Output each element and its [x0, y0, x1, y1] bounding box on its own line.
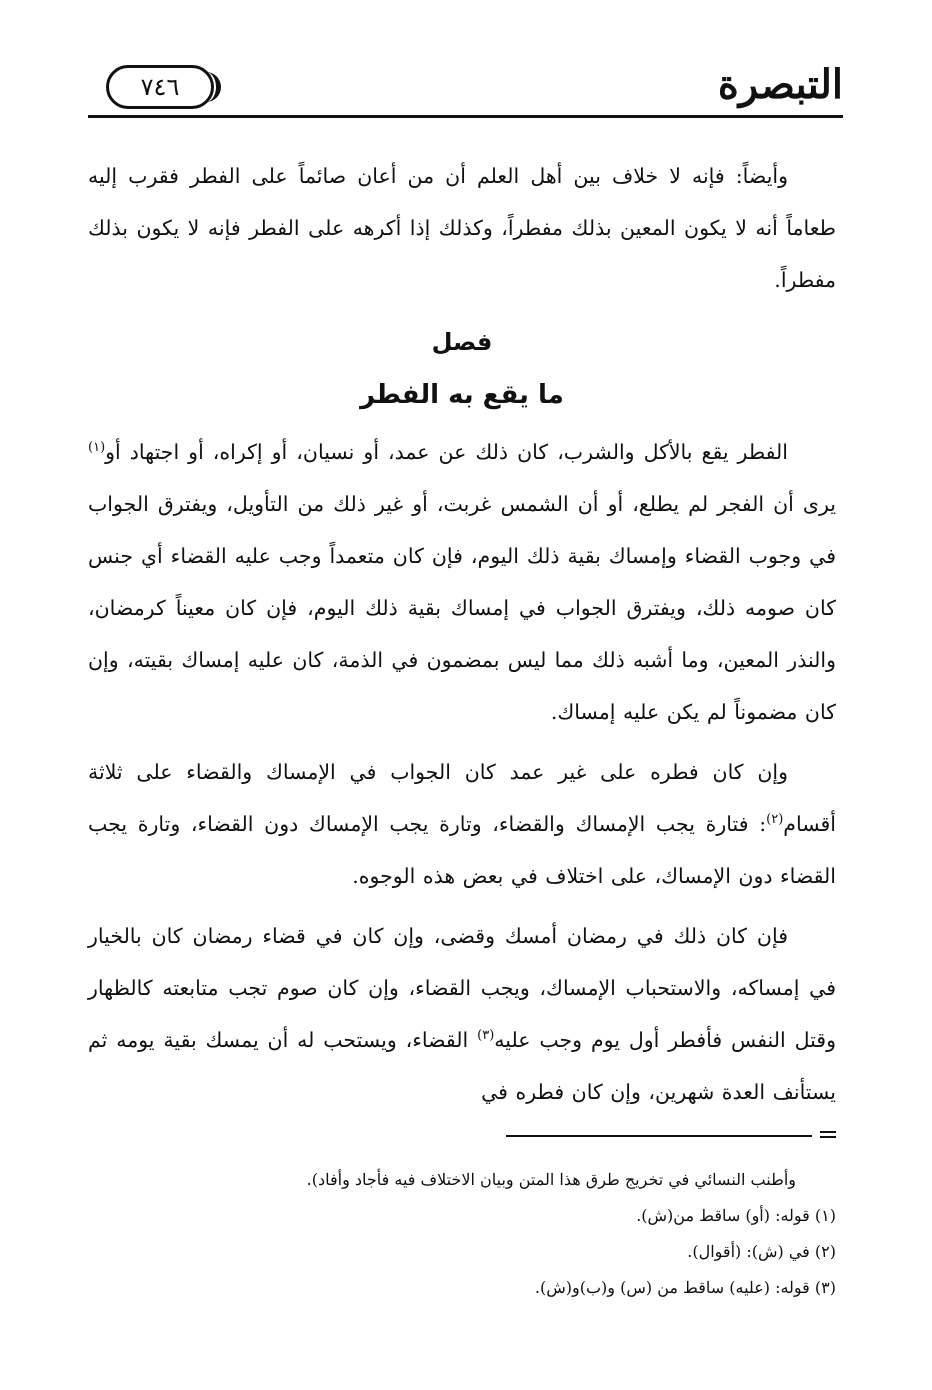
footnote-2: (٢) في (ش): (أقوال).	[687, 1242, 836, 1261]
footnotes	[200, 1162, 836, 1306]
separator-line	[506, 1135, 812, 1137]
page-number: ٧٤٦	[106, 65, 214, 109]
section-title: ما يقع به الفطر	[360, 380, 564, 410]
paragraph-1-after: يرى أن الفجر لم يطلع، أو أن الشمس غربت، أو غير ذلك من التأويل، ويفترق الجواب في وجوب القضاء وإمساك بقية ذلك اليوم، فإن كان متعمداً وجب عليه القضاء أي جنس كان صومه ذلك، ويفترق الجواب في إمساك بقية ذلك اليوم، فإن كان معيناً كرمضان، والنذر المعين، وما أشبه ذلك مما ليس بمضمون في الذمة، كان عليه إمساك بقيته، وإن كان مضموناً لم يكن عليه إمساك.	[88, 492, 836, 724]
paragraph-3-before: فإن كان ذلك في رمضان أمسك وقضى، وإن كان في قضاء رمضان كان بالخيار في إمساكه، والاستحباب الإمساك، ويجب القضاء، وإن كان صوم تجب متابعته كالظهار وقتل النفس فأفطر أول يوم وجب عليه	[88, 924, 836, 1052]
paragraph-1	[88, 426, 836, 738]
paragraph-2	[88, 746, 836, 902]
paragraph-3-after: القضاء، ويستحب له أن يمسك بقية يومه ثم يستأنف العدة شهرين، وإن كان فطره في	[88, 1028, 836, 1104]
footnote-1: (١) قوله: (أو) ساقط من(ش).	[636, 1206, 836, 1225]
paragraph-2-before: وإن كان فطره على غير عمد كان الجواب في الإمساك والقضاء على ثلاثة أقسام	[88, 760, 836, 836]
footnote-ref-3: (٣)	[477, 1028, 495, 1044]
footnote-3: (٣) قوله: (عليه) ساقط من (س) و(ب)و(ش).	[534, 1278, 836, 1297]
footnote-ref-1: (١)	[88, 440, 106, 456]
section-label: فصل	[431, 328, 493, 356]
paragraph-2-after: : فتارة يجب الإمساك والقضاء، وتارة يجب الإمساك دون القضاء، وتارة يجب القضاء دون الإمساك، على اختلاف في بعض هذه الوجوه.	[88, 812, 836, 888]
header-rule	[88, 115, 843, 118]
book-title: التبصرة	[717, 61, 843, 108]
intro-paragraph: وأيضاً: فإنه لا خلاف بين أهل العلم أن من أعان صائماً على الفطر فقرب إليه طعاماً أنه لا يكون المعين بذلك مفطراً، وكذلك إذا أكرهه على الفطر فإنه لا يكون بذلك مفطراً.	[88, 164, 836, 292]
page-header	[88, 55, 843, 125]
separator-double-mark	[820, 1131, 836, 1138]
footnote-ref-2: (٢)	[766, 812, 784, 828]
main-text	[88, 150, 836, 1126]
footnote-continuation: وأطنب النسائي في تخريج طرق هذا المتن وبيان الاختلاف فيه فأجاد وأفاد).	[306, 1170, 796, 1189]
paragraph-3	[88, 910, 836, 1118]
footnote-separator	[506, 1130, 836, 1142]
paragraph-1-before: الفطر يقع بالأكل والشرب، كان ذلك عن عمد، أو نسيان، أو إكراه، أو اجتهاد أو	[105, 440, 788, 464]
